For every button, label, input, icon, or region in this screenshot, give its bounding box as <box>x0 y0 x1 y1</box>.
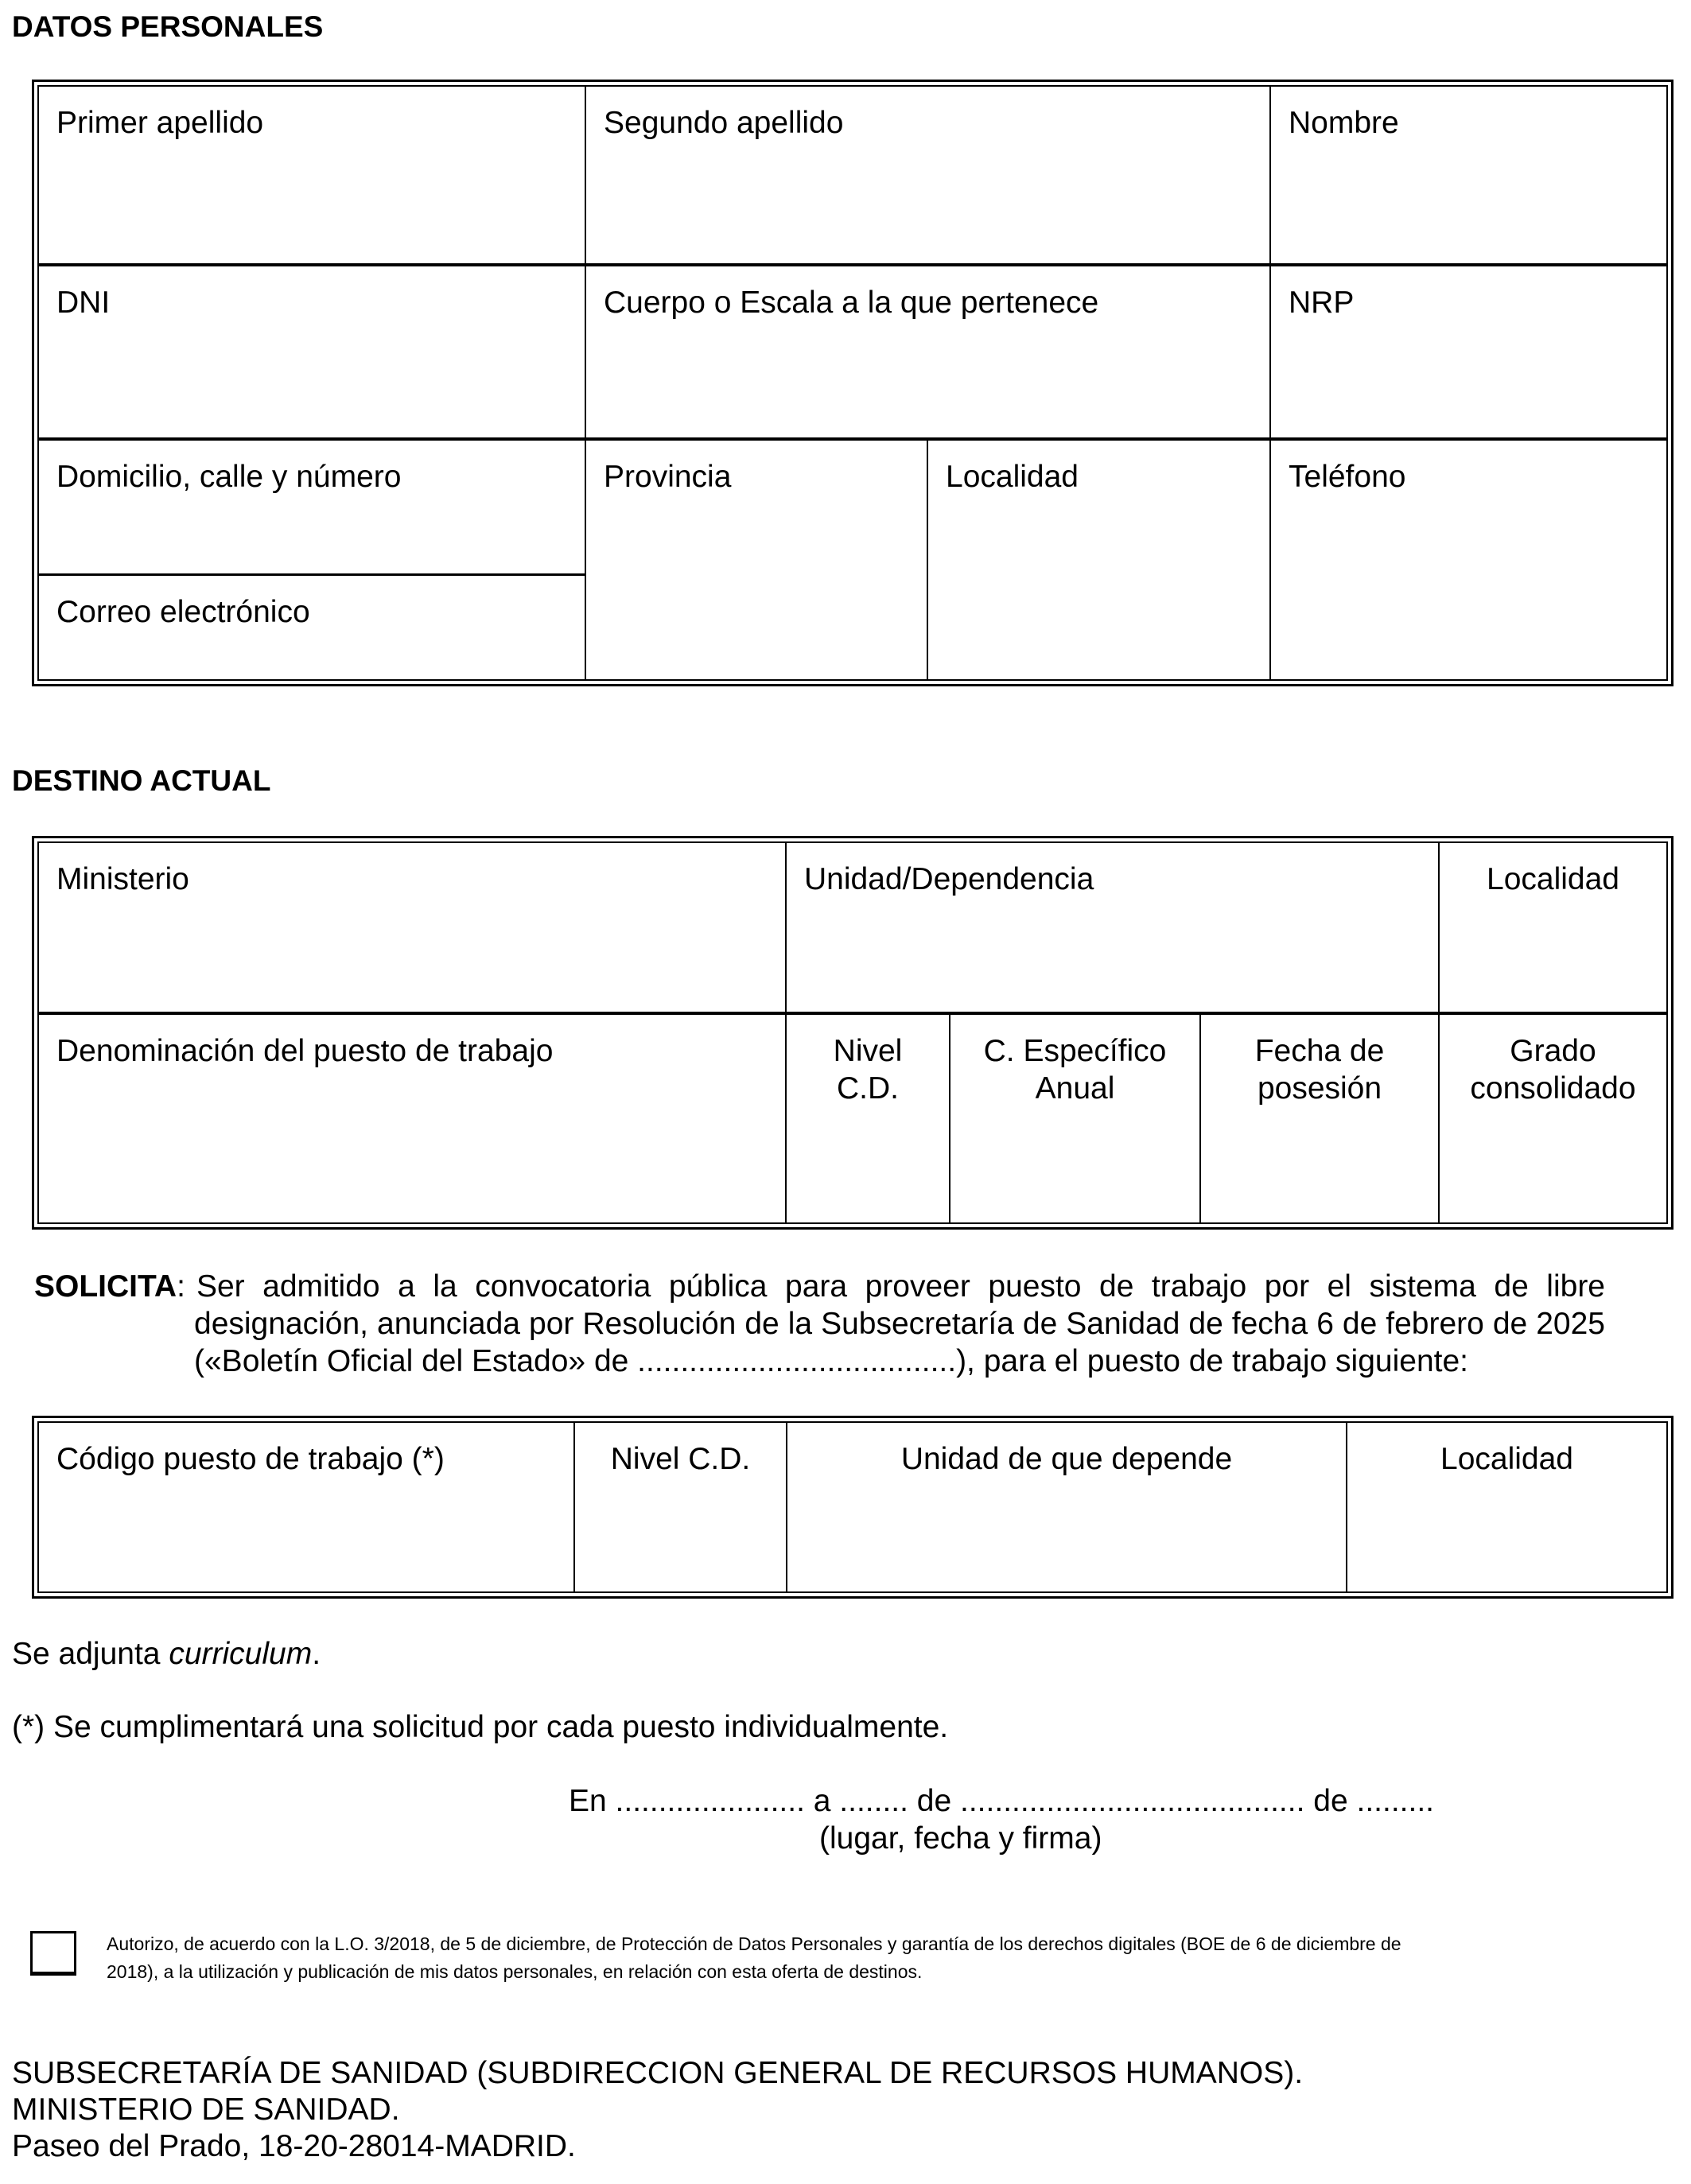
field-label: Segundo apellido <box>604 106 844 140</box>
field-segundo-apellido[interactable] <box>586 87 1269 263</box>
field-nivel-cd[interactable] <box>787 1015 949 1222</box>
column-header: Código puesto de trabajo (*) <box>56 1442 445 1476</box>
puesto-solicitado-table <box>32 1416 1674 1599</box>
field-label: NRP <box>1289 286 1355 320</box>
field-label: Teléfono <box>1289 460 1406 494</box>
field-label: Localidad <box>946 460 1079 494</box>
consent-text <box>107 1930 1401 1986</box>
field-label: Nombre <box>1289 106 1399 140</box>
field-provincia[interactable] <box>586 441 927 679</box>
field-grado-consolidado[interactable] <box>1440 1015 1666 1222</box>
field-label-line2: consolidado <box>1470 1071 1636 1106</box>
curriculum-note-prefix: Se adjunta <box>12 1637 169 1671</box>
footer-address <box>12 2055 1303 2165</box>
signature-line[interactable]: En ...................... a ........ de ........................................ de ......... <box>569 1784 1435 1818</box>
field-label: Provincia <box>604 460 732 494</box>
field-c-especifico-anual[interactable] <box>950 1015 1199 1222</box>
solicita-paragraph <box>34 1268 1605 1380</box>
field-label: Ministerio <box>56 862 189 896</box>
footer-line-1: SUBSECRETARÍA DE SANIDAD (SUBDIRECCION GENERAL DE RECURSOS HUMANOS). <box>12 2056 1304 2090</box>
field-nivel-cd-solicitado[interactable] <box>575 1423 786 1591</box>
field-label-line1: C. Específico <box>983 1034 1167 1068</box>
field-cuerpo-escala[interactable] <box>586 266 1269 437</box>
field-label-line1: Nivel <box>833 1034 903 1068</box>
field-label: Domicilio, calle y número <box>56 460 402 494</box>
curriculum-note <box>12 1636 321 1673</box>
field-label: Localidad <box>1487 862 1619 896</box>
datos-personales-table <box>32 80 1674 686</box>
consent-text-line-1: Autorizo, de acuerdo con la L.O. 3/2018, de 5 de diciembre, de Protección de Datos Personales y garantía de los derechos digitales (BOE de 6 de diciembre de <box>107 1933 1401 1954</box>
field-fecha-posesion[interactable] <box>1201 1015 1438 1222</box>
field-localidad-solicitado[interactable] <box>1347 1423 1666 1591</box>
solicita-text-line-3: («Boletín Oficial del Estado» de .....................................), para el puesto de trabajo siguiente: <box>194 1344 1468 1378</box>
field-label: Denominación del puesto de trabajo <box>56 1034 554 1068</box>
field-denominacion-puesto[interactable] <box>39 1015 785 1222</box>
curriculum-note-italic: curriculum <box>169 1637 313 1671</box>
solicita-colon: : <box>177 1269 185 1304</box>
field-label-line1: Fecha de <box>1254 1034 1385 1068</box>
column-header: Unidad de que depende <box>900 1442 1233 1476</box>
signature-caption: (lugar, fecha y firma) <box>819 1821 1102 1856</box>
destino-actual-table <box>32 836 1674 1230</box>
field-telefono[interactable] <box>1271 441 1666 679</box>
field-localidad[interactable] <box>928 441 1269 679</box>
footer-line-2: MINISTERIO DE SANIDAD. <box>12 2093 400 2127</box>
consent-checkbox[interactable] <box>30 1931 76 1976</box>
solicita-text-line-1: Ser admitido a la convocatoria pública para proveer puesto de trabajo por el sistema de libre <box>196 1269 1605 1304</box>
field-correo-electronico[interactable] <box>39 576 585 679</box>
field-codigo-puesto[interactable] <box>39 1423 573 1591</box>
field-label-line2: Anual <box>1035 1071 1115 1106</box>
field-label: DNI <box>56 286 111 320</box>
column-header: Nivel C.D. <box>610 1442 751 1476</box>
solicita-label: SOLICITA <box>34 1269 177 1304</box>
field-label-line2: C.D. <box>837 1071 899 1106</box>
field-label-line2: posesión <box>1257 1071 1382 1106</box>
asterisk-note: (*) Se cumplimentará una solicitud por cada puesto individualmente. <box>12 1710 949 1744</box>
field-label: Unidad/Dependencia <box>804 862 1094 896</box>
field-nrp[interactable] <box>1271 266 1666 437</box>
field-label: Correo electrónico <box>56 595 310 629</box>
section-title-datos-personales: DATOS PERSONALES <box>12 10 324 43</box>
footer-line-3: Paseo del Prado, 18-20-28014-MADRID. <box>12 2129 576 2163</box>
solicita-text-line-2: designación, anunciada por Resolución de la Subsecretaría de Sanidad de fecha 6 de febrero de 2025 <box>194 1307 1605 1341</box>
consent-text-line-2: 2018), a la utilización y publicación de mis datos personales, en relación con esta oferta de destinos. <box>107 1961 923 1982</box>
solicita-line-1 <box>34 1268 1605 1305</box>
field-primer-apellido[interactable] <box>39 87 585 263</box>
field-unidad-dependencia[interactable] <box>787 843 1438 1012</box>
field-unidad-de-que-depende[interactable] <box>787 1423 1346 1591</box>
section-title-destino-actual: DESTINO ACTUAL <box>12 764 271 797</box>
field-label: Primer apellido <box>56 106 264 140</box>
field-dni[interactable] <box>39 266 585 437</box>
field-label-line1: Grado <box>1510 1034 1596 1068</box>
field-label: Cuerpo o Escala a la que pertenece <box>604 286 1099 320</box>
curriculum-note-suffix: . <box>312 1637 321 1671</box>
field-ministerio[interactable] <box>39 843 785 1012</box>
field-localidad-destino[interactable] <box>1440 843 1666 1012</box>
field-domicilio[interactable] <box>39 441 585 573</box>
field-nombre[interactable] <box>1271 87 1666 263</box>
column-header: Localidad <box>1440 1442 1573 1476</box>
